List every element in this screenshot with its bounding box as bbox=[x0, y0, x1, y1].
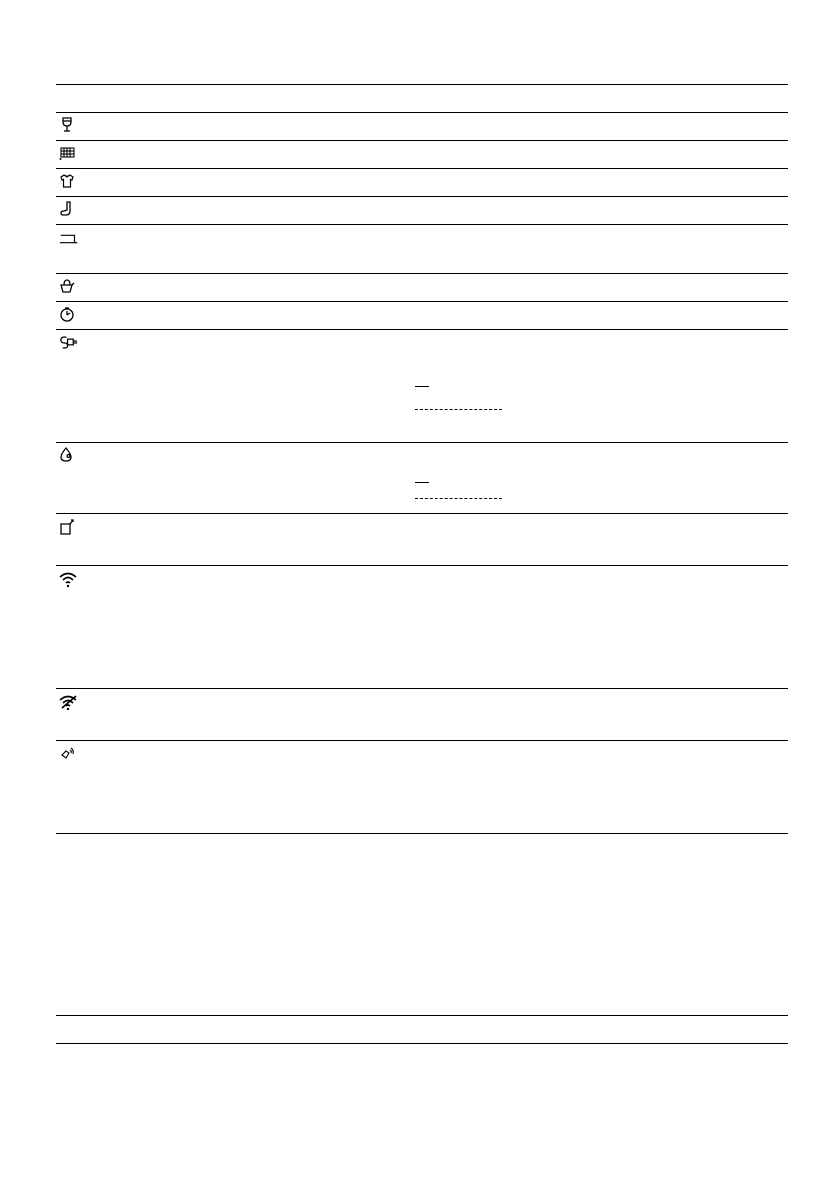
water-drop-icon bbox=[58, 446, 76, 464]
table-bottom-rule bbox=[56, 833, 788, 834]
level-indicator-segments bbox=[415, 409, 502, 410]
plug-icon bbox=[58, 333, 76, 351]
row-divider bbox=[56, 196, 788, 197]
row-divider bbox=[56, 112, 788, 113]
row-divider bbox=[56, 442, 788, 443]
sock-icon bbox=[58, 200, 76, 218]
row-divider bbox=[56, 140, 788, 141]
remote-start-icon bbox=[58, 746, 76, 764]
second-table-top-rule bbox=[56, 1015, 788, 1016]
tray-icon bbox=[58, 230, 76, 248]
row-divider bbox=[56, 224, 788, 225]
second-table-bottom-rule bbox=[56, 1043, 788, 1044]
level-indicator-single bbox=[415, 482, 429, 483]
level-indicator-segments bbox=[415, 498, 502, 499]
row-divider bbox=[56, 273, 788, 274]
wifi-icon bbox=[58, 570, 76, 588]
shirt-icon bbox=[58, 172, 76, 190]
wifi-off-icon bbox=[58, 693, 76, 711]
timer-icon bbox=[58, 305, 76, 323]
row-divider bbox=[56, 168, 788, 169]
row-divider bbox=[56, 565, 788, 566]
table-top-rule bbox=[56, 84, 788, 85]
row-divider bbox=[56, 740, 788, 741]
bag-icon bbox=[58, 277, 76, 295]
row-divider bbox=[56, 688, 788, 689]
row-divider bbox=[56, 301, 788, 302]
door-icon bbox=[58, 518, 76, 536]
glass-icon bbox=[58, 116, 76, 134]
row-divider bbox=[56, 329, 788, 330]
level-indicator-single bbox=[415, 386, 429, 387]
row-divider bbox=[56, 513, 788, 514]
dish-rack-icon bbox=[58, 144, 76, 162]
